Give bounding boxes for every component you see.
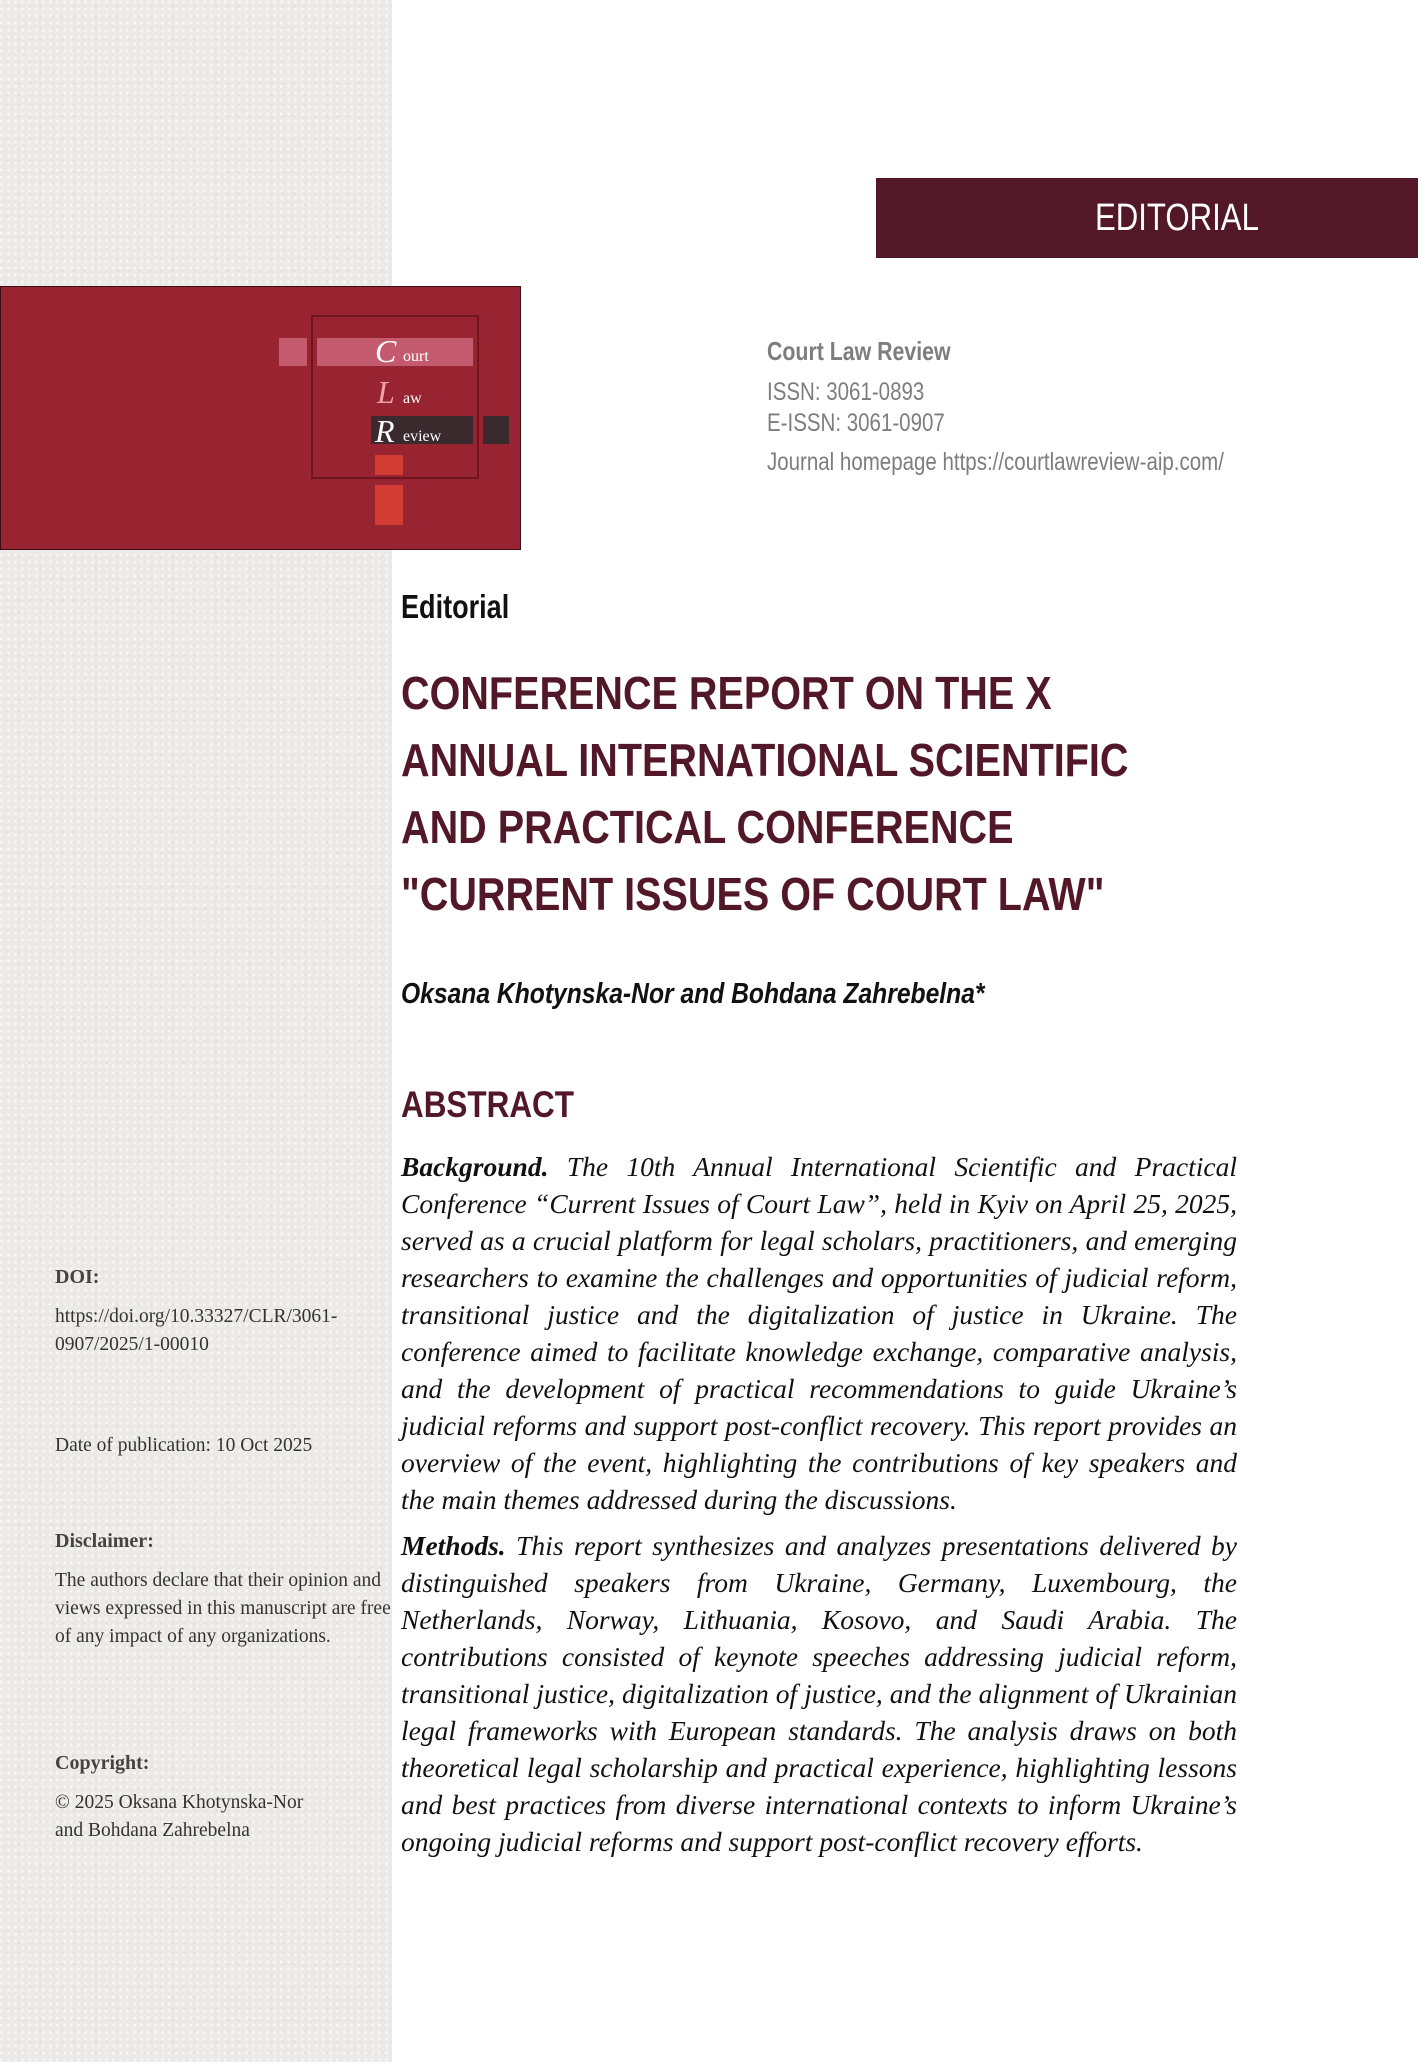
disclaimer-label: Disclaimer: (55, 1530, 154, 1552)
copyright-line: © 2025 Oksana Khotynska-Nor (55, 1792, 304, 1813)
copyright-line: and Bohdana Zahrebelna (55, 1820, 250, 1841)
abstract-methods (401, 1527, 1237, 1860)
methods-text: This report synthesizes and analyzes presentations delivered by distinguished speakers from Ukraine, Germany, Luxembourg, the Netherlands, Norway, Lithuania, Kosovo, and Saudi Arabia. The contributions consisted of keynote speeches addressing judicial reform, transitional justice, digitalization of justice, and the alignment of Ukrainian legal frameworks with European standards. The analysis draws on both theoretical legal scholarship and practical experience, highlighting lessons and best practices from diverse international contexts to inform Ukraine’s ongoing judicial reforms and support post-conflict recovery efforts. (401, 1530, 1238, 1857)
logo-square (279, 338, 307, 366)
doi-label: DOI: (55, 1266, 100, 1288)
issn: ISSN: 3061-0893 (767, 378, 925, 406)
methods-label: Methods. (401, 1530, 506, 1561)
publication-date-block (55, 1432, 395, 1460)
doi-line: 0907/2025/1-00010 (55, 1334, 209, 1355)
logo-square (375, 455, 403, 475)
background-text: The 10th Annual International Scientific and Practical Conference “Current Issues of Court Law”, held in Kyiv on April 25, 2025, served as a crucial platform for legal scholars, practitioners, and emerging researchers to examine the challenges and opportunities of judicial reform, transitional justice and the digitalization of justice in Ukraine. The conference aimed to facilitate knowledge exchange, comparative analysis, and the development of practical recommendations to guide Ukraine’s judicial reforms and support post-conflict recovery. This report provides an overview of the event, highlighting the contributions of key speakers and the main themes addressed during the discussions. (401, 1151, 1237, 1515)
banner-label: EDITORIAL (1095, 196, 1259, 239)
journal-name: Court Law Review (767, 336, 951, 366)
title-line: AND PRACTICAL CONFERENCE (401, 801, 1014, 853)
background-label: Background. (401, 1151, 549, 1182)
title-line: CONFERENCE REPORT ON THE X (401, 667, 1052, 719)
copyright-block (55, 1752, 395, 1845)
disclaimer-block (55, 1530, 395, 1651)
logo-square (375, 485, 403, 525)
disclaimer-text: The authors declare that their opinion and views expressed in this manuscript are free of any impact of any organizations. (55, 1570, 391, 1647)
doi-link[interactable] (55, 1303, 395, 1359)
abstract-background (401, 1148, 1237, 1518)
doi-block (55, 1266, 395, 1359)
abstract-body (401, 1148, 1237, 1869)
copyright-label: Copyright: (55, 1752, 150, 1774)
eissn: E-ISSN: 3061-0907 (767, 409, 945, 437)
logo-letter-c: C (375, 333, 397, 369)
copyright-text (55, 1789, 395, 1845)
title-line: ANNUAL INTERNATIONAL SCIENTIFIC (401, 734, 1129, 786)
editorial-banner (876, 178, 1418, 258)
title-line: "CURRENT ISSUES OF COURT LAW" (401, 868, 1105, 920)
logo-letter-l: L (377, 374, 395, 410)
logo-word-eview: eview (403, 428, 442, 445)
publication-date: Date of publication: 10 Oct 2025 (55, 1435, 313, 1456)
journal-homepage-link[interactable]: Journal homepage https://courtlawreview-aip.com/ (767, 448, 1224, 476)
abstract-heading: ABSTRACT (401, 1084, 574, 1125)
logo-square (483, 416, 509, 444)
logo-word-ourt: ourt (403, 348, 429, 365)
article-title (401, 660, 1175, 928)
logo-letter-r: R (375, 413, 395, 449)
journal-info (767, 336, 1324, 478)
journal-logo (0, 286, 521, 550)
authors: Oksana Khotynska-Nor and Bohdana Zahrebelna* (401, 978, 985, 1010)
doi-line: https://doi.org/10.33327/CLR/3061- (55, 1306, 338, 1327)
logo-word-aw: aw (403, 390, 422, 407)
section-label: Editorial (401, 588, 510, 625)
